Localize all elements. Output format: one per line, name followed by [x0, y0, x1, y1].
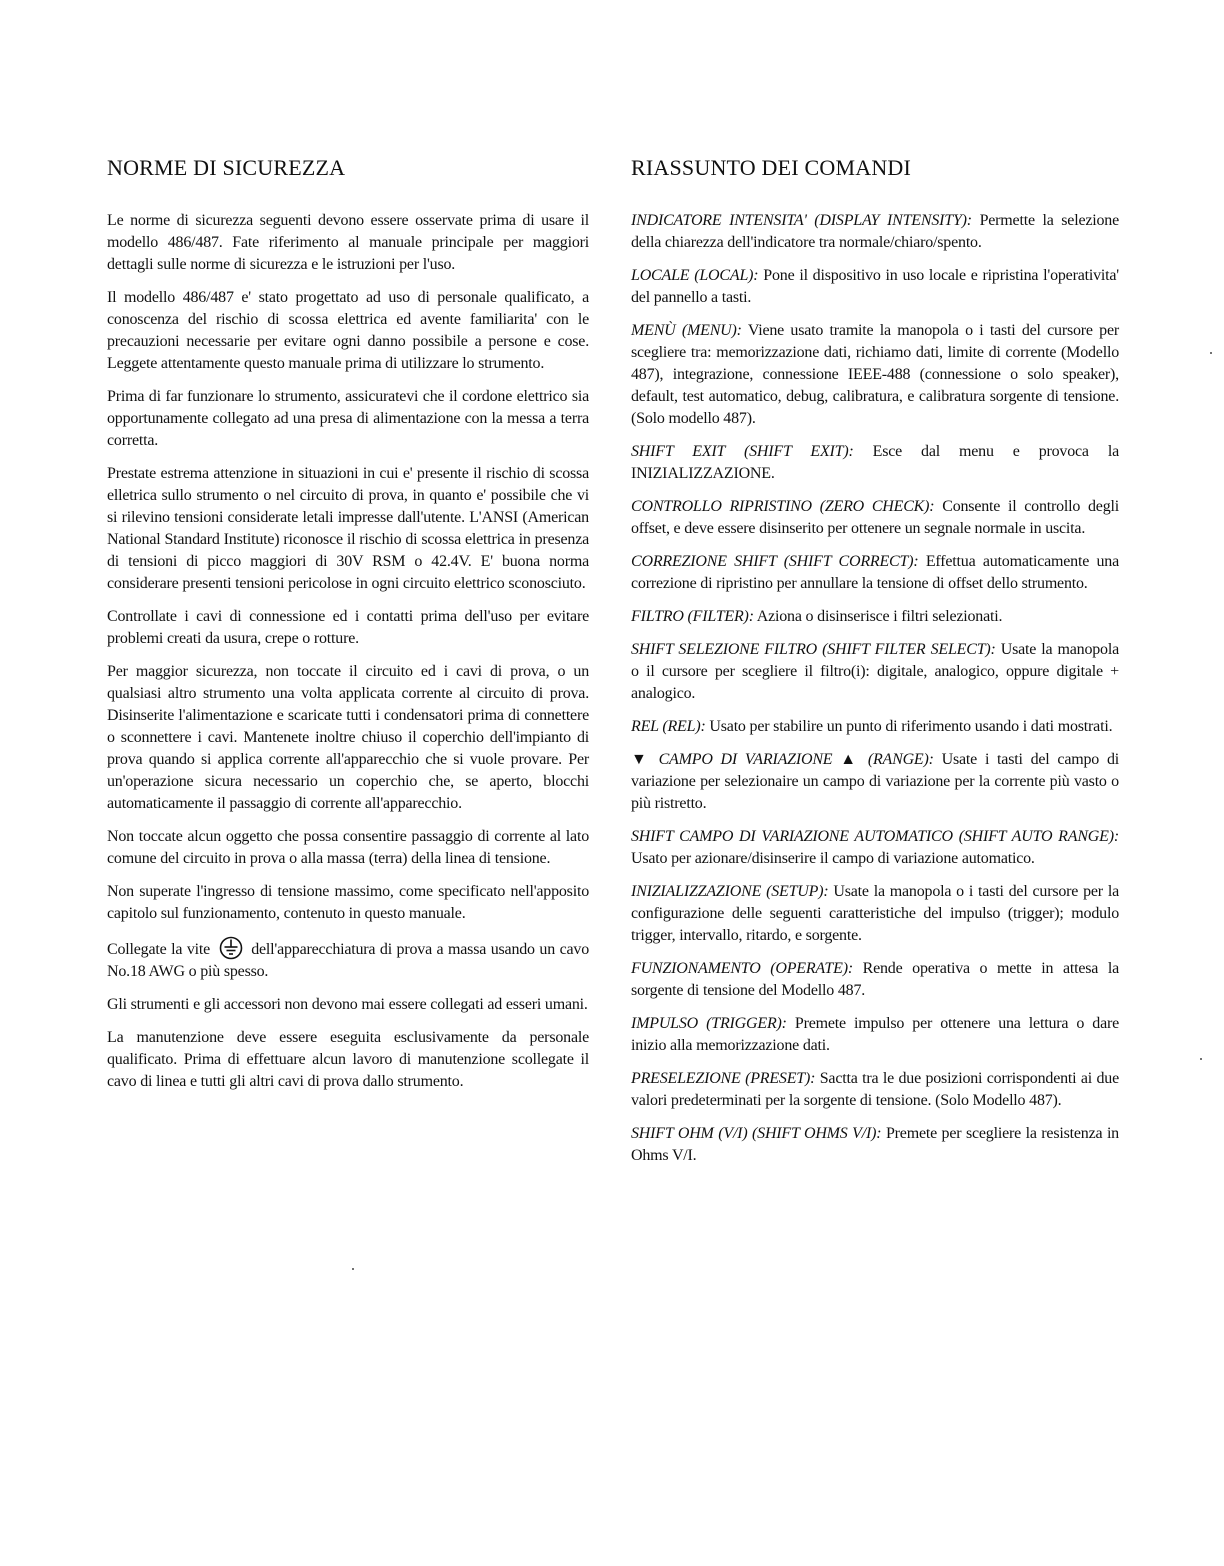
- safety-paragraph: Le norme di sicurezza seguenti devono essere osservate prima di usare il modello 486/487. Fate riferimento al manuale principale per maggiori dettagli sulle norme di sicurezza e le istruzioni per l'uso.: [107, 212, 589, 273]
- command-term: FILTRO (FILTER):: [631, 608, 754, 625]
- command-entry: [631, 1013, 1119, 1057]
- scan-speck: [1200, 1058, 1202, 1060]
- ground-screw-paragraph: [107, 936, 589, 983]
- command-description: Usato per stabilire un punto di riferimento usando i dati mostrati.: [709, 718, 1113, 735]
- command-description: Rende operativa o mette in attesa la sorgente di tensione del Modello 487.: [631, 960, 1119, 999]
- commands-title: RIASSUNTO DEI COMANDI: [631, 155, 912, 180]
- command-description: Viene usato tramite la manopola o i tasti del cursore per scegliere tra: memorizzazione dati, richiamo dati, limite di corrente (Modello 487), integrazione, connessione IEEE-488 (connessione o solo speaker), default, test automatico, debug, calibratura, e calibratura sorgente di tensione. (Solo modello 487).: [631, 322, 1119, 427]
- safety-column: [107, 150, 589, 1104]
- commands-column: [631, 150, 1119, 1178]
- command-entry: [631, 1123, 1119, 1167]
- command-term: SHIFT SELEZIONE FILTRO (SHIFT FILTER SELECT):: [631, 641, 996, 658]
- command-entry: [631, 826, 1119, 870]
- command-term: IMPULSO (TRIGGER):: [631, 1015, 787, 1032]
- command-description: Usate la manopola o il cursore per scegliere il filtro(i): digitale, analogico, oppure digitale + analogico.: [631, 641, 1119, 702]
- ground-terminal-icon: [219, 936, 243, 960]
- command-entry: [631, 958, 1119, 1002]
- command-term: SHIFT CAMPO DI VARIAZIONE AUTOMATICO (SHIFT AUTO RANGE):: [631, 828, 1119, 845]
- command-term: SHIFT EXIT (SHIFT EXIT):: [631, 443, 854, 460]
- safety-paragraph: Gli strumenti e gli accessori non devono mai essere collegati ad esseri umani.: [107, 996, 588, 1013]
- command-description: Aziona o disinserisce i filtri selezionati.: [756, 608, 1003, 625]
- command-term: INIZIALIZZAZIONE (SETUP):: [631, 883, 829, 900]
- command-entry: [631, 639, 1119, 705]
- command-entry: [631, 749, 1119, 815]
- command-description: Premete impulso per ottenere una lettura o dare inizio alla memorizzazione dati.: [631, 1015, 1119, 1054]
- scan-speck: [352, 1268, 354, 1270]
- command-term: MENÙ (MENU):: [631, 322, 742, 339]
- command-term: LOCALE (LOCAL):: [631, 267, 759, 284]
- command-entry: [631, 606, 1119, 628]
- command-description: Premete per scegliere la resistenza in Ohms V/I.: [631, 1125, 1119, 1164]
- command-description: Consente il controllo degli offset, e deve essere disinserito per ottenere un segnale normale in uscita.: [631, 498, 1119, 537]
- ground-screw-text-before: Collegate la vite: [107, 941, 211, 958]
- command-entry: [631, 1068, 1119, 1112]
- command-description: Usate la manopola o i tasti del cursore per la configurazione delle seguenti caratteristiche del impulso (trigger); modulo trigger, intervallo, ritardo, e sorgente.: [631, 883, 1119, 944]
- command-entry: [631, 441, 1119, 485]
- command-term: INDICATORE INTENSITA' (DISPLAY INTENSITY):: [631, 212, 972, 229]
- command-entry: [631, 320, 1119, 430]
- command-term: REL (REL):: [631, 718, 706, 735]
- command-description: Pone il dispositivo in uso locale e ripristina l'operativita' del pannello a tasti.: [631, 267, 1119, 306]
- command-term: PRESELEZIONE (PRESET):: [631, 1070, 816, 1087]
- safety-paragraph: Prima di far funzionare lo strumento, assicuratevi che il cordone elettrico sia opportunamente collegato ad una presa di alimentazione con la messa a terra corretta.: [107, 388, 589, 449]
- command-entry: [631, 496, 1119, 540]
- command-entry: [631, 716, 1119, 738]
- command-description: Permette la selezione della chiarezza dell'indicatore tra normale/chiaro/spento.: [631, 212, 1119, 251]
- command-term: ▼ CAMPO DI VARIAZIONE ▲ (RANGE):: [631, 751, 934, 768]
- command-term: CORREZIONE SHIFT (SHIFT CORRECT):: [631, 553, 919, 570]
- safety-title: NORME DI SICUREZZA: [107, 155, 346, 180]
- command-entry: [631, 265, 1119, 309]
- command-entry: [631, 210, 1119, 254]
- safety-paragraph: La manutenzione deve essere eseguita esclusivamente da personale qualificato. Prima di effettuare alcun lavoro di manutenzione scollegate il cavo di linea e tutti gli altri cavi di prova dallo strumento.: [107, 1029, 589, 1090]
- safety-paragraph: Non superate l'ingresso di tensione massimo, come specificato nell'apposito capitolo sul funzionamento, contenuto in questo manuale.: [107, 883, 589, 922]
- command-entry: [631, 881, 1119, 947]
- safety-paragraph: Non toccate alcun oggetto che possa consentire passaggio di corrente al lato comune del circuito in prova o alla massa (terra) della linea di tensione.: [107, 828, 589, 867]
- command-description: Usato per azionare/disinserire il campo di variazione automatico.: [631, 850, 1035, 867]
- command-term: CONTROLLO RIPRISTINO (ZERO CHECK):: [631, 498, 935, 515]
- scan-speck: [1210, 352, 1212, 354]
- safety-paragraph: Il modello 486/487 e' stato progettato ad uso di personale qualificato, a conoscenza del rischio di scossa elettrica ed avente familiarita' con le precauzioni necessarie per evitare ogni danno possibile a persone e cose. Leggete attentamente questo manuale prima di utilizzare lo strumento.: [107, 289, 589, 372]
- command-description: Effettua automaticamente una correzione di ripristino per annullare la tensione di offset dello strumento.: [631, 553, 1119, 592]
- command-term: SHIFT OHM (V/I) (SHIFT OHMS V/I):: [631, 1125, 882, 1142]
- safety-paragraph: Prestate estrema attenzione in situazioni in cui e' presente il rischio di scossa elletrica sullo strumento o nel circuito di prova, in quanto e' possibile che vi si rilevino tensioni considerate letali impresse dall'utente. L'ANSI (American National Standard Institute) riconosce il rischio di scossa elettrica in presenza di tensioni di picco maggiori di 30V RSM o 42.4V. E' buona norma considerare presenti tensioni pericolose in ogni circuito elettrico sconosciuto.: [107, 465, 589, 592]
- safety-paragraph: Controllate i cavi di connessione ed i contatti prima dell'uso per evitare problemi creati da usura, crepe o rotture.: [107, 608, 589, 647]
- ground-screw-text-after: dell'apparecchiatura di prova a massa usando un cavo No.18 AWG o più spesso.: [107, 941, 590, 980]
- command-term: FUNZIONAMENTO (OPERATE):: [631, 960, 853, 977]
- safety-paragraph: Per maggior sicurezza, non toccate il circuito ed i cavi di prova, o un qualsiasi altro strumento una volta applicata corrente al circuito di prova. Disinserite l'alimentazione e scaricate tutti i condensatori prima di connettere o sconnettere i cavi. Mantenete inoltre chiuso il coperchio dell'impianto di prova quando si applica corrente all'apparecchio che si vuole provare. Per un'operazione sicura necessario un coperchio che, se aperto, blocchi automaticamente il passaggio di corrente all'apparecchio.: [107, 663, 589, 812]
- command-description: Sactta tra le due posizioni corrispondenti ai due valori predeterminati per la sorgente di tensione. (Solo Modello 487).: [631, 1070, 1119, 1109]
- command-description: Esce dal menu e provoca la INIZIALIZZAZIONE.: [631, 443, 1119, 482]
- command-description: Usate i tasti del campo di variazione per selezionaire un campo di variazione per la corrente più vasto o più ristretto.: [631, 751, 1119, 812]
- command-entry: [631, 551, 1119, 595]
